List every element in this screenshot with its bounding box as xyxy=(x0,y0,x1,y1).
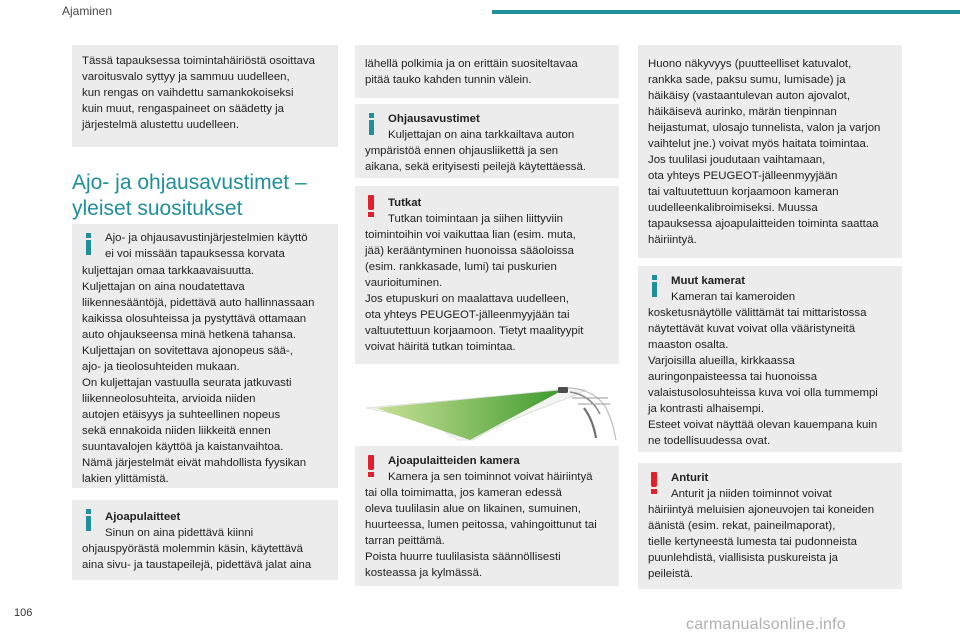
col2-top-text: lähellä polkimia ja on erittäin suositeltavaa pitää tauko kahden tunnin välein. xyxy=(365,58,578,86)
note-title: Muut kamerat xyxy=(671,275,746,287)
note-intro: Sinun on aina pidettävä kiinni xyxy=(105,527,254,539)
note-body: ympäristöä ennen ohjausliikettä ja sen aikana, sekä erityisesti peilejä käytettäessä. xyxy=(365,145,586,173)
info-icon xyxy=(366,113,376,135)
page-number: 106 xyxy=(14,607,33,619)
note-intro: Tutkan toimintaan ja siihen liittyviin xyxy=(388,213,563,225)
note-body: kosketusnäytölle välittämät tai mittaristossa näytettävät kuvat voivat olla vääristyneitä maaston osalta. Varjoisilla alueilla, kirkkaassa auringonpaisteessa tai huonoissa valaistusolosuhteissa kuva voi olla tummempi ja kontrasti alhaisempi. Esteet voivat näyttää olevan kauempana kuin ne todellisuudessa ovat. xyxy=(648,307,878,447)
info-note-intro: Ajo- ja ohjausavustinjärjestelmien käyttö ei voi missään tapauksessa korvata xyxy=(105,232,308,260)
driving-aids-info-note xyxy=(72,224,338,488)
warning-icon xyxy=(649,472,659,494)
sensors-warning-note xyxy=(638,463,902,589)
note-title: Anturit xyxy=(671,472,709,484)
note-title: Ohjausavustimet xyxy=(388,113,480,125)
steering-aids-info-note xyxy=(355,104,619,178)
note-title: Tutkat xyxy=(388,197,422,209)
warning-icon xyxy=(366,195,376,217)
camera-warning-note xyxy=(355,446,619,586)
col1-top-text: Tässä tapauksessa toimintahäiriöstä osoittava varoitusvalo syttyy ja sammuu uudelleen, kun rengas on vaihdettu samankokoiseksi kuin muut, rengaspaineet on säädetty ja järjestelmä alustettu uudelleen. xyxy=(82,55,315,131)
note-intro: Kamera ja sen toiminnot voivat häiriintyä xyxy=(388,471,593,483)
note-intro: Anturit ja niiden toiminnot voivat xyxy=(671,488,832,500)
col3-top-text: Huono näkyvyys (puutteelliset katuvalot, rankka sade, paksu sumu, lumisade) ja häikäisy (vastaantulevan auton ajovalot, häikäisevä aurinko, märän tienpinnan heijastumat, ulosajo tunnelista, valon ja varjon vaihtelut jne.) voivat myös haitata toimintaa. Jos tuulilasi joudutaan vaihtamaan, ota yhteys PEUGEOT-jälleenmyyjään tai valtuutettuun korjaamoon kameran uudelleenkalibroimiseksi. Muussa tapauksessa ajoapulaitteiden toiminta saattaa häiriintyä. xyxy=(648,58,881,246)
note-body: häiriintyä meluisien ajoneuvojen tai koneiden äänistä (esim. rekat, paineilmaporat), tielle kertyneestä lumesta tai pudonneista puunlehdistä, viallisista puskureista ja peileistä. xyxy=(648,504,875,580)
header-accent-bar xyxy=(492,10,960,14)
note-intro: Kuljettajan on aina tarkkailtava auton xyxy=(388,129,575,141)
note-body: ohjauspyörästä molemmin käsin, käytettävä aina sivu- ja taustapeilejä, pidettävä jalat aina xyxy=(82,543,312,571)
radar-warning-note xyxy=(355,186,619,364)
info-icon xyxy=(83,509,93,531)
col1-top-box xyxy=(72,45,338,147)
note-title: Ajoapulaitteet xyxy=(105,511,181,523)
watermark: carmanualsonline.info xyxy=(686,616,846,633)
info-icon xyxy=(649,275,659,297)
col2-top-box xyxy=(355,45,619,98)
header-title: Ajaminen xyxy=(62,4,113,18)
windshield-camera-illustration xyxy=(358,378,618,443)
assist-devices-info-note xyxy=(72,500,338,580)
warning-icon xyxy=(366,455,376,477)
note-body: toimintoihin voi vaikuttaa lian (esim. muta, jää) kerääntyminen huonoissa sääoloissa (esim. rankkasade, lumi) tai puskurien vaurioituminen. Jos etupuskuri on maalattava uudelleen, ota yhteys PEUGEOT-jälleenmyyjään tai valtuutettuun korjaamoon. Tietyt maalityypit voivat häiritä tutkan toimintaa. xyxy=(365,229,584,353)
info-icon xyxy=(83,233,93,255)
info-note-body: kuljettajan omaa tarkkaavaisuutta. Kuljettajan on aina noudatettava liikennesääntöjä, pidettävä auto hallinnassaan kaikissa olosuhteissa ja pystyttävä ottamaan auto ohjaukseensa minä hetkenä tahansa. Kuljettajan on sovitettava ajonopeus sää-, ajo- ja tieolosuhteiden mukaan. On kuljettajan vastuulla seurata jatkuvasti liikenneolosuhteita, arvioida niiden autojen etäisyys ja suhteellinen nopeus sekä ennakoida niiden liikkeitä ennen suuntavalojen käyttöä ja kaistanvaihtoa. Nämä järjestelmät eivät mahdollista fyysikan lakien ylittämistä. xyxy=(82,265,315,485)
col3-top-box xyxy=(638,45,902,258)
note-title: Ajoapulaitteiden kamera xyxy=(388,455,520,467)
other-cameras-info-note xyxy=(638,266,902,452)
note-body: tai olla toimimatta, jos kameran edessä oleva tuulilasin alue on likainen, sumuinen, huurteessa, lumen peitossa, vahingoittunut tai tarran peittämä. Poista huurre tuulilasista säännöllisesti kosteassa ja kylmässä. xyxy=(365,487,597,579)
section-heading: Ajo- ja ohjausavustimet – yleiset suositukset xyxy=(72,171,307,220)
note-intro: Kameran tai kameroiden xyxy=(671,291,796,303)
